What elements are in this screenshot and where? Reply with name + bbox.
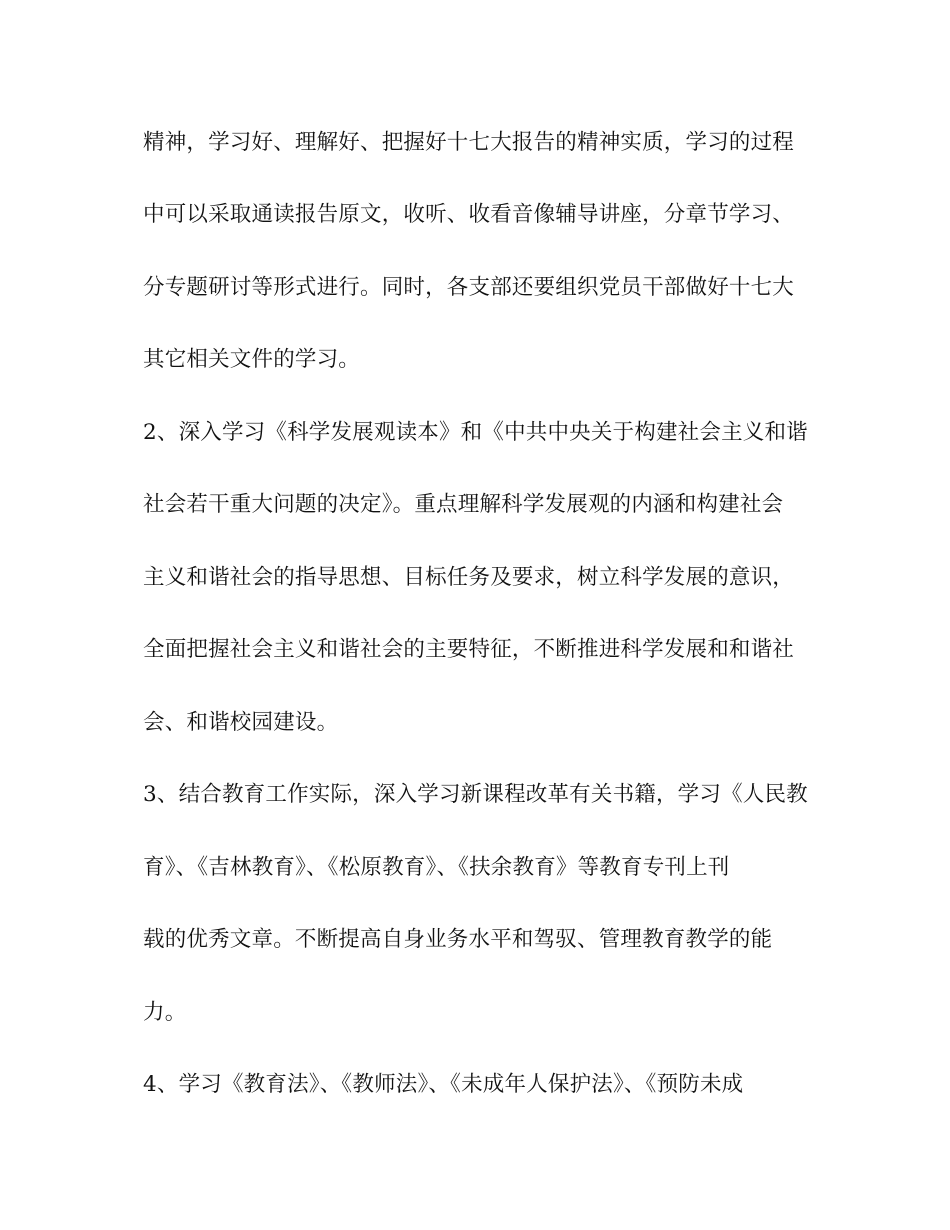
list-item-4-line: 4、学习《教育法》、《教师法》、《未成年人保护法》、《预防未成 [143, 1072, 744, 1097]
paragraph-line: 其它相关文件的学习。 [143, 347, 361, 372]
paragraph-line: 主义和谐社会的指导思想、目标任务及要求，树立科学发展的意识， [143, 565, 795, 590]
paragraph-line: 力。 [143, 1000, 187, 1025]
paragraph-line: 载的优秀文章。不断提高自身业务水平和驾驭、管理教育教学的能 [143, 927, 773, 952]
list-item-2-line: 2、深入学习《科学发展观读本》和《中共中央关于构建社会主义和谐 [143, 420, 808, 445]
paragraph-line: 全面把握社会主义和谐社会的主要特征，不断推进科学发展和和谐社 [143, 637, 795, 662]
paragraph-line: 会、和谐校园建设。 [143, 710, 339, 735]
paragraph-line: 分专题研讨等形式进行。同时，各支部还要组织党员干部做好十七大 [143, 275, 795, 300]
paragraph-line: 育》、《吉林教育》、《松原教育》、《扶余教育》等教育专刊上刊 [143, 855, 730, 880]
paragraph-line: 精神，学习好、理解好、把握好十七大报告的精神实质，学习的过程 [143, 130, 795, 155]
paragraph-line: 社会若干重大问题的决定》。重点理解科学发展观的内涵和构建社会 [143, 492, 784, 517]
paragraph-line: 中可以采取通读报告原文，收听、收看音像辅导讲座，分章节学习、 [143, 202, 795, 227]
list-item-3-line: 3、结合教育工作实际，深入学习新课程改革有关书籍，学习《人民教 [143, 782, 808, 807]
